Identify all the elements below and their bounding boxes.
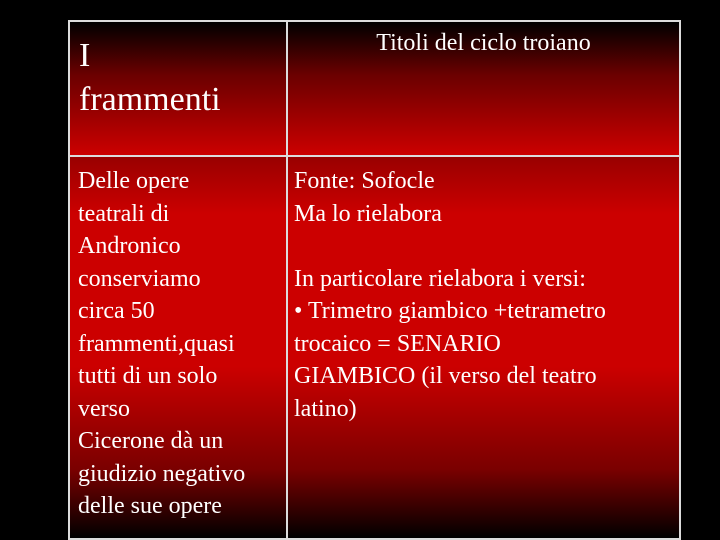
body-right-cell	[288, 157, 679, 538]
detail-line: In particolare rielabora i versi:	[294, 265, 586, 292]
text-line: frammenti,quasi	[78, 330, 235, 357]
heading-line: I	[79, 37, 91, 74]
text-line: conserviamo	[78, 265, 201, 292]
detail-line: trocaico = SENARIO	[294, 330, 501, 357]
left-text	[78, 165, 282, 523]
text-line: giudizio negativo	[78, 460, 246, 487]
text-line: Delle opere	[78, 168, 190, 194]
text-line: circa 50	[78, 298, 155, 324]
source-line: Fonte: Sofocle	[294, 168, 435, 194]
right-text	[294, 165, 671, 425]
text-line: verso	[78, 395, 130, 422]
text-line: teatrali di	[78, 200, 170, 227]
detail-line: latino)	[294, 395, 357, 422]
source-line: Ma lo rielabora	[294, 200, 442, 227]
text-line: tutti di un solo	[78, 363, 218, 389]
heading-line: frammenti	[79, 81, 221, 118]
text-line: delle sue opere	[78, 493, 222, 519]
text-line: Andronico	[78, 233, 181, 259]
cycle-title: Titoli del ciclo troiano	[376, 30, 591, 56]
body-left-cell	[70, 157, 288, 538]
frammenti-heading	[79, 34, 221, 122]
header-right-cell	[288, 22, 679, 157]
detail-line: • Trimetro giambico +tetrametro	[294, 298, 606, 324]
detail-line: GIAMBICO (il verso del teatro	[294, 363, 597, 389]
content-table	[68, 20, 681, 540]
header-left-cell	[70, 22, 288, 157]
text-line: Cicerone dà un	[78, 428, 224, 454]
